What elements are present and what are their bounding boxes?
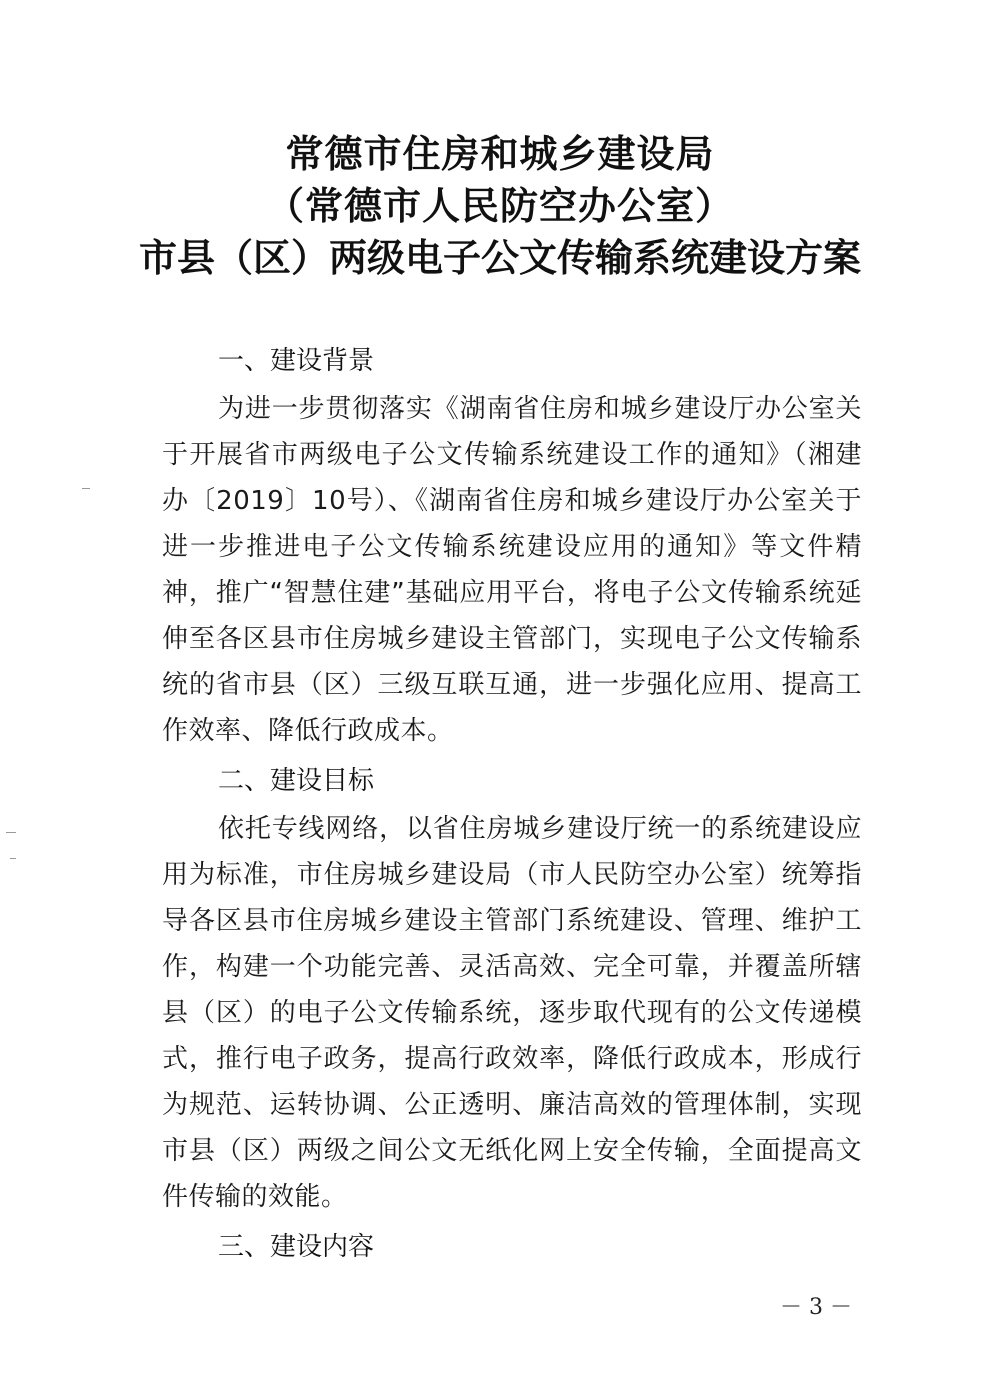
section-heading-background: 一、建设背景 — [218, 346, 375, 376]
scan-margin-mark — [6, 832, 16, 833]
scan-margin-mark — [82, 488, 90, 489]
section-heading-goals: 二、建设目标 — [218, 766, 375, 796]
page-number: － 3 － — [780, 1295, 852, 1320]
section-paragraph-background: 为进一步贯彻落实《湖南省住房和城乡建设厅办公室关于开展省市两级电子公文传输系统建设工作的通知》（湘建办〔2019〕10号）、《湖南省住房和城乡建设厅办公室关于进一步推进电子公文传输系统建设应用的通知》等文件精神，推广“智慧住建”基础应用平台，将电子公文传输系统延伸至各区县市住房城乡建设主管部门，实现电子公文传输系统的省市县（区）三级互联互通，进一步强化应用、提高工作效率、降低行政成本。 — [162, 394, 862, 746]
document-title — [0, 128, 1000, 284]
title-line-2: （常德市人民防空办公室） — [265, 183, 734, 228]
section-heading-content: 三、建设内容 — [218, 1232, 375, 1262]
document-body — [162, 338, 862, 1270]
section-paragraph-goals: 依托专线网络，以省住房城乡建设厅统一的系统建设应用为标准，市住房城乡建设局（市人民防空办公室）统筹指导各区县市住房城乡建设主管部门系统建设、管理、维护工作，构建一个功能完善、灵活高效、完全可靠，并覆盖所辖县（区）的电子公文传输系统，逐步取代现有的公文传递模式，推行电子政务，提高行政效率，降低行政成本，形成行为规范、运转协调、公正透明、廉洁高效的管理体制，实现市县（区）两级之间公文无纸化网上安全传输，全面提高文件传输的效能。 — [162, 814, 862, 1212]
title-line-3: 市县（区）两级电子公文传输系统建设方案 — [138, 235, 861, 280]
title-line-1: 常德市住房和城乡建设局 — [285, 131, 715, 176]
scan-margin-mark — [10, 858, 16, 859]
